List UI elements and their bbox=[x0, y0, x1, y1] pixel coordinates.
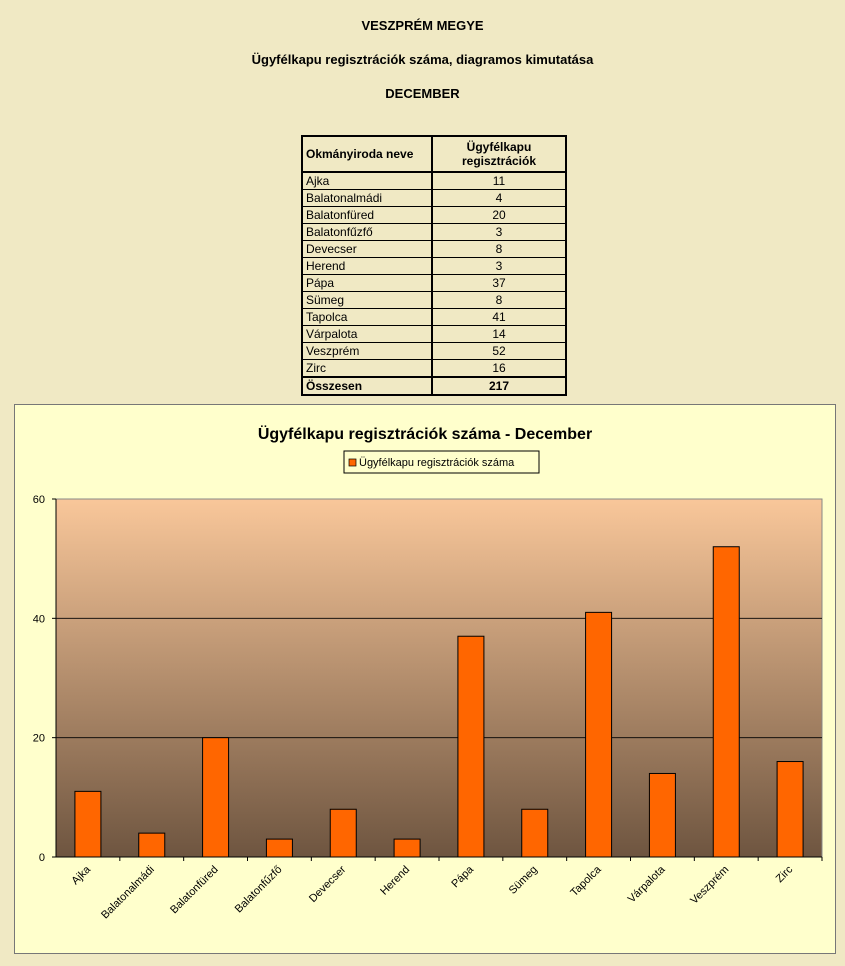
registration-count: 8 bbox=[432, 292, 566, 309]
table-row bbox=[302, 172, 566, 190]
page-subtitle: Ügyfélkapu regisztrációk száma, diagramos kimutatása bbox=[251, 52, 594, 67]
office-name: Sümeg bbox=[302, 292, 432, 309]
y-tick-label: 60 bbox=[32, 494, 45, 506]
legend bbox=[344, 451, 539, 473]
column-header-registrations bbox=[432, 136, 566, 172]
x-tick-label: Balatonalmádi bbox=[99, 863, 157, 922]
x-tick-label: Pápa bbox=[449, 863, 477, 891]
bar bbox=[75, 791, 101, 857]
table-row bbox=[302, 258, 566, 275]
office-name: Herend bbox=[302, 258, 432, 275]
table-row bbox=[302, 224, 566, 241]
office-name: Tapolca bbox=[302, 309, 432, 326]
table-row bbox=[302, 292, 566, 309]
office-name: Veszprém bbox=[302, 343, 432, 360]
chart-canvas bbox=[15, 405, 835, 953]
registration-count: 4 bbox=[432, 190, 566, 207]
x-tick-label: Veszprém bbox=[688, 863, 732, 907]
total-value: 217 bbox=[432, 377, 566, 395]
registration-count: 37 bbox=[432, 275, 566, 292]
office-name: Devecser bbox=[302, 241, 432, 258]
table-row bbox=[302, 190, 566, 207]
registration-count: 14 bbox=[432, 326, 566, 343]
registrations-table bbox=[301, 135, 567, 396]
table-header-row bbox=[302, 136, 566, 172]
bar bbox=[586, 612, 612, 857]
y-tick-label: 0 bbox=[38, 852, 45, 864]
column-header-office: Okmányiroda neve bbox=[302, 136, 432, 172]
y-tick-label: 20 bbox=[32, 732, 45, 745]
x-tick-label: Tapolca bbox=[568, 863, 604, 899]
y-tick-label: 40 bbox=[32, 613, 45, 626]
office-name: Balatonalmádi bbox=[302, 190, 432, 207]
x-tick-label: Balatonfűzfő bbox=[232, 863, 285, 916]
table-row bbox=[302, 241, 566, 258]
registration-count: 8 bbox=[432, 241, 566, 258]
bar bbox=[266, 839, 292, 857]
registration-count: 41 bbox=[432, 309, 566, 326]
table-row bbox=[302, 309, 566, 326]
x-tick-label: Balatonfüred bbox=[168, 863, 221, 917]
total-label: Összesen bbox=[302, 377, 432, 395]
office-name: Balatonfűzfő bbox=[302, 224, 432, 241]
bar bbox=[330, 809, 356, 857]
table-row bbox=[302, 207, 566, 224]
bar bbox=[649, 773, 675, 857]
chart-title: Ügyfélkapu regisztrációk száma - December bbox=[257, 426, 593, 443]
bar bbox=[394, 839, 420, 857]
office-name: Várpalota bbox=[302, 326, 432, 343]
bar-chart bbox=[14, 404, 836, 954]
x-tick-label: Zirc bbox=[773, 863, 796, 886]
bar bbox=[203, 738, 229, 857]
legend-swatch bbox=[349, 459, 356, 466]
office-name: Balatonfüred bbox=[302, 207, 432, 224]
registration-count: 16 bbox=[432, 360, 566, 378]
legend-label: Ügyfélkapu regisztrációk száma bbox=[359, 457, 515, 469]
column-header-line1: Ügyfélkapu bbox=[466, 140, 532, 154]
bar bbox=[139, 833, 165, 857]
office-name: Ajka bbox=[302, 172, 432, 190]
table-row bbox=[302, 275, 566, 292]
bar bbox=[713, 547, 739, 857]
bar bbox=[522, 809, 548, 857]
x-tick-label: Sümeg bbox=[506, 863, 540, 897]
x-tick-label: Ajka bbox=[69, 863, 94, 888]
registration-count: 52 bbox=[432, 343, 566, 360]
month-label: DECEMBER bbox=[385, 86, 460, 101]
table-row bbox=[302, 343, 566, 360]
registration-count: 20 bbox=[432, 207, 566, 224]
bar bbox=[777, 762, 803, 857]
x-tick-label: Herend bbox=[378, 863, 413, 898]
table-row bbox=[302, 326, 566, 343]
column-header-line2: regisztrációk bbox=[461, 154, 537, 168]
registration-count: 3 bbox=[432, 258, 566, 275]
table-row bbox=[302, 360, 566, 378]
x-tick-label: Devecser bbox=[307, 863, 349, 905]
office-name: Pápa bbox=[302, 275, 432, 292]
plot-area bbox=[56, 499, 822, 857]
registration-count: 3 bbox=[432, 224, 566, 241]
x-tick-label: Várpalota bbox=[625, 863, 668, 906]
registration-count: 11 bbox=[432, 172, 566, 190]
office-name: Zirc bbox=[302, 360, 432, 378]
table-total-row bbox=[302, 377, 566, 395]
bar bbox=[458, 636, 484, 857]
page-title: VESZPRÉM MEGYE bbox=[361, 18, 484, 33]
